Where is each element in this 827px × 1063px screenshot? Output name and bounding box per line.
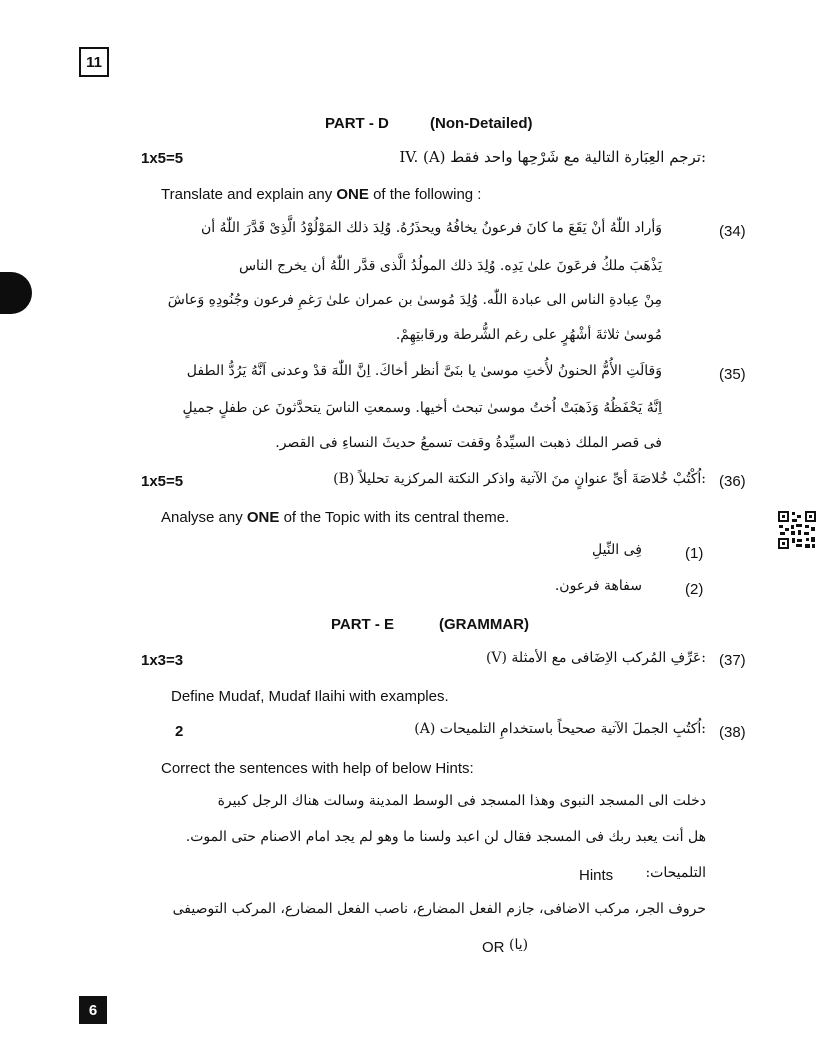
question-37-text: (V) عَرِّفِ المُركب الاِضَافى مع الأمثلة: xyxy=(485,650,706,666)
or-label-en: OR xyxy=(482,939,505,956)
passage-35-line-2: اِنَّهُ يَحْفَظُهُ وَذَهبَتْ اُختُ موسىٰ تبحث أخيها. وسمعتِ الناسَ يتحدَّثونَ عن طفلٍ جميلٍ xyxy=(182,400,662,416)
question-number-34: (34) xyxy=(719,223,746,240)
option-1-text: فِى النِّيلِ xyxy=(591,542,642,558)
passage-34-line-4: مُوسىٰ ثلاثةَ أشْهُرٍ على رغم الشُّرطة ورقابتِهِمْ. xyxy=(395,327,662,343)
instruction-text-pre: Analyse any xyxy=(161,509,247,526)
question-box-number: 11 xyxy=(79,47,109,77)
hints-list: حروف الجر، مركب الاضافى، جازم الفعل المضارع، ناصب الفعل المضارع، المركب التوصيفى xyxy=(172,901,706,917)
passage-35-line-3: فى قصر الملك ذهبت السيِّدةُ وقفت تسمعُ حديثَ النساءِ فى القصر. xyxy=(275,435,662,451)
hints-label-en: Hints xyxy=(579,867,614,884)
question-number-35: (35) xyxy=(719,366,746,383)
option-2-number: (2) xyxy=(685,581,704,598)
passage-34-line-1: وَأراد اللّٰهُ أنْ يَقَعَ ما كانَ فرعونُ يخافُهُ ويحذَرُهُ. وُلِدَ ذلك المَوْلُوْدُ الَّذِىْ قَدَّرَ اللّٰهُ أن xyxy=(200,220,662,236)
question-number-37: (37) xyxy=(719,652,746,669)
instruction-text-post: of the Topic with its central theme. xyxy=(279,509,510,526)
question-38-marks: 2 xyxy=(175,723,184,740)
incorrect-sentence-2: هل أنت يعبد ربك فى المسجد فقال لن اعبد ولسنا ما وهو لم يجد امام الاصنام حتى الموت. xyxy=(185,829,706,845)
instruction-text-pre: Translate and explain any xyxy=(161,186,337,203)
incorrect-sentence-1: دخلت الى المسجد النبوى وهذا المسجد فى الوسط المدينة وسالت هناك الرجل كبيرة xyxy=(217,793,706,809)
section-4-heading: IV. (A) ترجم العِبَارة التالية مع شَرْحِها واحد فقط: xyxy=(399,148,706,166)
part-d-title: PART - D xyxy=(325,115,389,132)
part-d-subtitle: (Non-Detailed) xyxy=(430,115,533,132)
part-e-subtitle: (GRAMMAR) xyxy=(439,616,529,633)
instruction-text-bold: ONE xyxy=(336,186,369,203)
part-e-title: PART - E xyxy=(331,616,395,633)
instruction-text-post: of the following : xyxy=(368,186,482,203)
option-1-number: (1) xyxy=(685,545,704,562)
question-38-instruction: Correct the sentences with help of below Hints: xyxy=(161,760,474,777)
question-36-marks: 1x5=5 xyxy=(141,473,184,490)
question-36-text: (B) اُكْتُبْ خُلاصَةَ أىِّ عنوانٍ منَ الآتية واذكر النكتة المركزية تحليلاً: xyxy=(333,471,706,487)
question-36-instruction xyxy=(161,509,509,526)
hints-label-ar: التلميحات: xyxy=(645,865,706,881)
question-number-38: (38) xyxy=(719,724,746,741)
question-38-text: (A) اُكتُبِ الجملَ الآتية صحيحاً باستخدامِ التلميحات: xyxy=(414,721,706,737)
question-37-marks: 1x3=3 xyxy=(141,652,184,669)
side-tab-marker xyxy=(0,272,32,314)
page-number: 6 xyxy=(79,996,107,1024)
instruction-text-bold: ONE xyxy=(246,509,280,526)
passage-35-line-1: وَقالَتِ الأُمُّ الحنونُ لأُختِ موسىٰ يا بنَىَّ أنظر أخاكَ. اِنَّ اللّٰهَ قدْ وعدنى اَنَّهُ يَرُدُّ الطفل xyxy=(186,363,662,379)
section-4-instruction xyxy=(161,186,481,203)
question-number-36: (36) xyxy=(719,473,746,490)
or-label-ar: (يا) xyxy=(509,937,529,953)
passage-34-line-3: مِنْ عِبادةِ الناس الى عبادة اللّٰه. وُلِدَ مُوسىٰ بن عمران علىٰ رَغمِ فرعون وجُنُودِهِ وَعاشَ xyxy=(167,292,662,308)
section-4-marks: 1x5=5 xyxy=(141,150,184,167)
question-37-instruction: Define Mudaf, Mudaf Ilaihi with examples. xyxy=(171,688,449,705)
option-2-text: سفاهة فرعون. xyxy=(554,578,642,594)
passage-34-line-2: يَذْهَبَ ملكُ فرعَونَ علىٰ يَدِه. وُلِدَ ذلك المولُدُ الَّذى قدَّر اللّٰهُ أن يخرج الناس xyxy=(238,258,662,274)
qr-code-icon xyxy=(778,511,816,549)
